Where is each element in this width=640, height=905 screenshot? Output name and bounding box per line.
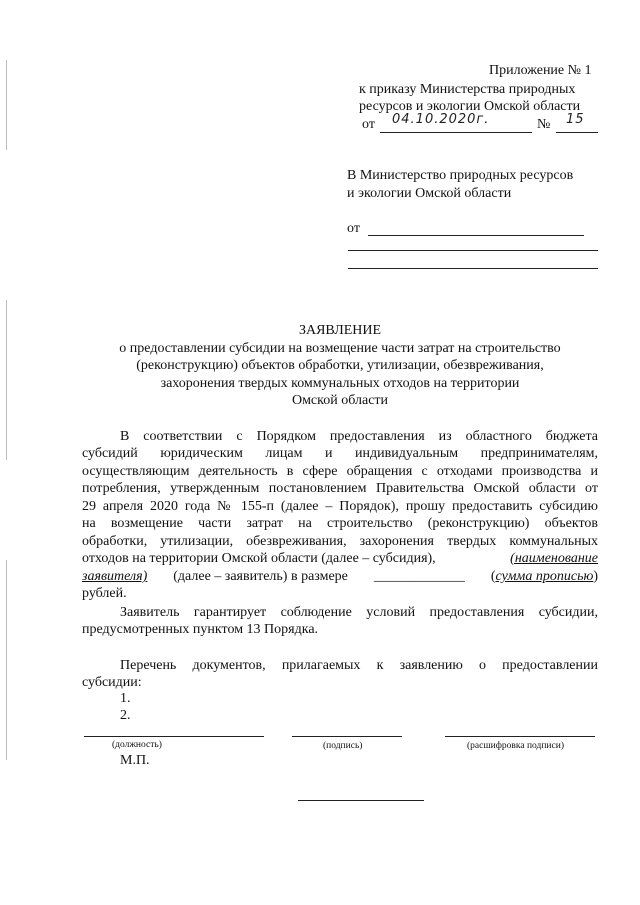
signature-line (292, 736, 402, 737)
body-line-mixed (82, 550, 598, 568)
addressee-line1: В Министерство природных ресурсов (347, 168, 574, 183)
body-line: рублей. (82, 586, 127, 601)
decode-line (445, 736, 595, 737)
bottom-line (298, 800, 424, 801)
body-line: субсидии: (82, 675, 142, 690)
appendix-number-line (556, 132, 598, 133)
appendix-date-line (380, 132, 532, 133)
position-line (84, 736, 264, 737)
body-text: отходов на территории Омской области (далее – субсидия), (82, 551, 436, 566)
title-line2: (реконструкцию) объектов обработки, утилизации, обезвреживания, (136, 358, 544, 373)
body-line: потребления, утвержденным постановлением Правительства Омской области от (82, 481, 598, 496)
addressee-line-extra2 (348, 268, 598, 269)
title-line4: Омской области (291, 393, 389, 408)
body-text: (далее – заявитель) в размере (173, 569, 348, 584)
decode-caption: (расшифровка подписи) (467, 741, 564, 751)
document-heading: ЗАЯВЛЕНИЕ (298, 323, 382, 338)
scan-edge-mark (6, 560, 7, 760)
scan-edge-mark (6, 60, 7, 150)
appendix-number-label: № (537, 117, 551, 132)
list-item: 2. (120, 708, 131, 723)
body-line: Заявитель гарантирует соблюдение условий предоставления субсидии, (120, 605, 598, 620)
appendix-number-handwritten: 15 (566, 112, 585, 127)
body-line: предусмотренных пунктом 13 Порядка. (82, 622, 319, 637)
body-line: обработки, утилизации, обезвреживания, захоронения твердых коммунальных (82, 534, 598, 549)
applicant-name-placeholder: (наименование (510, 551, 598, 566)
signature-caption: (подпись) (323, 741, 363, 751)
body-line: 29 апреля 2020 года № 155-п (далее – Порядок), прошу предоставить субсидию (82, 499, 598, 514)
addressee-line2: и экологии Омской области (347, 186, 512, 201)
applicant-name-placeholder-cont: заявителя) (82, 569, 148, 584)
body-line: осуществляющим деятельность в сфере обращения с отходами производства и (82, 464, 598, 479)
appendix-line2: к приказу Министерства природных (359, 82, 576, 97)
body-line: Перечень документов, прилагаемых к заявлению о предоставлении (120, 658, 598, 673)
addressee-from-label: от (347, 221, 360, 236)
addressee-from-line (368, 235, 584, 236)
body-line-mixed (82, 568, 598, 586)
appendix-line3: ресурсов и экологии Омской области (359, 99, 581, 114)
title-line1: о предоставлении субсидии на возмещение части затрат на строительство (119, 341, 561, 356)
body-line: на возмещение части затрат на строительство (реконструкцию) объектов (82, 516, 598, 531)
title-line3: захоронения твердых коммунальных отходов на территории (160, 376, 520, 391)
body-line: субсидий юридическим лицам и индивидуальным предпринимателям, (82, 446, 598, 461)
amount-in-words-placeholder: (сумма прописью) (490, 569, 598, 584)
addressee-line-extra1 (348, 250, 598, 251)
appendix-line1: Приложение № 1 (489, 63, 592, 78)
appendix-from-label: от (362, 117, 375, 132)
list-item: 1. (120, 691, 131, 706)
position-caption: (должность) (112, 740, 162, 750)
body-line: В соответствии с Порядком предоставления из областного бюджета (120, 429, 598, 444)
appendix-date-handwritten: 04.10.2020г. (392, 112, 490, 127)
amount-blank: _____________ (373, 569, 465, 584)
stamp-label: М.П. (120, 753, 150, 768)
